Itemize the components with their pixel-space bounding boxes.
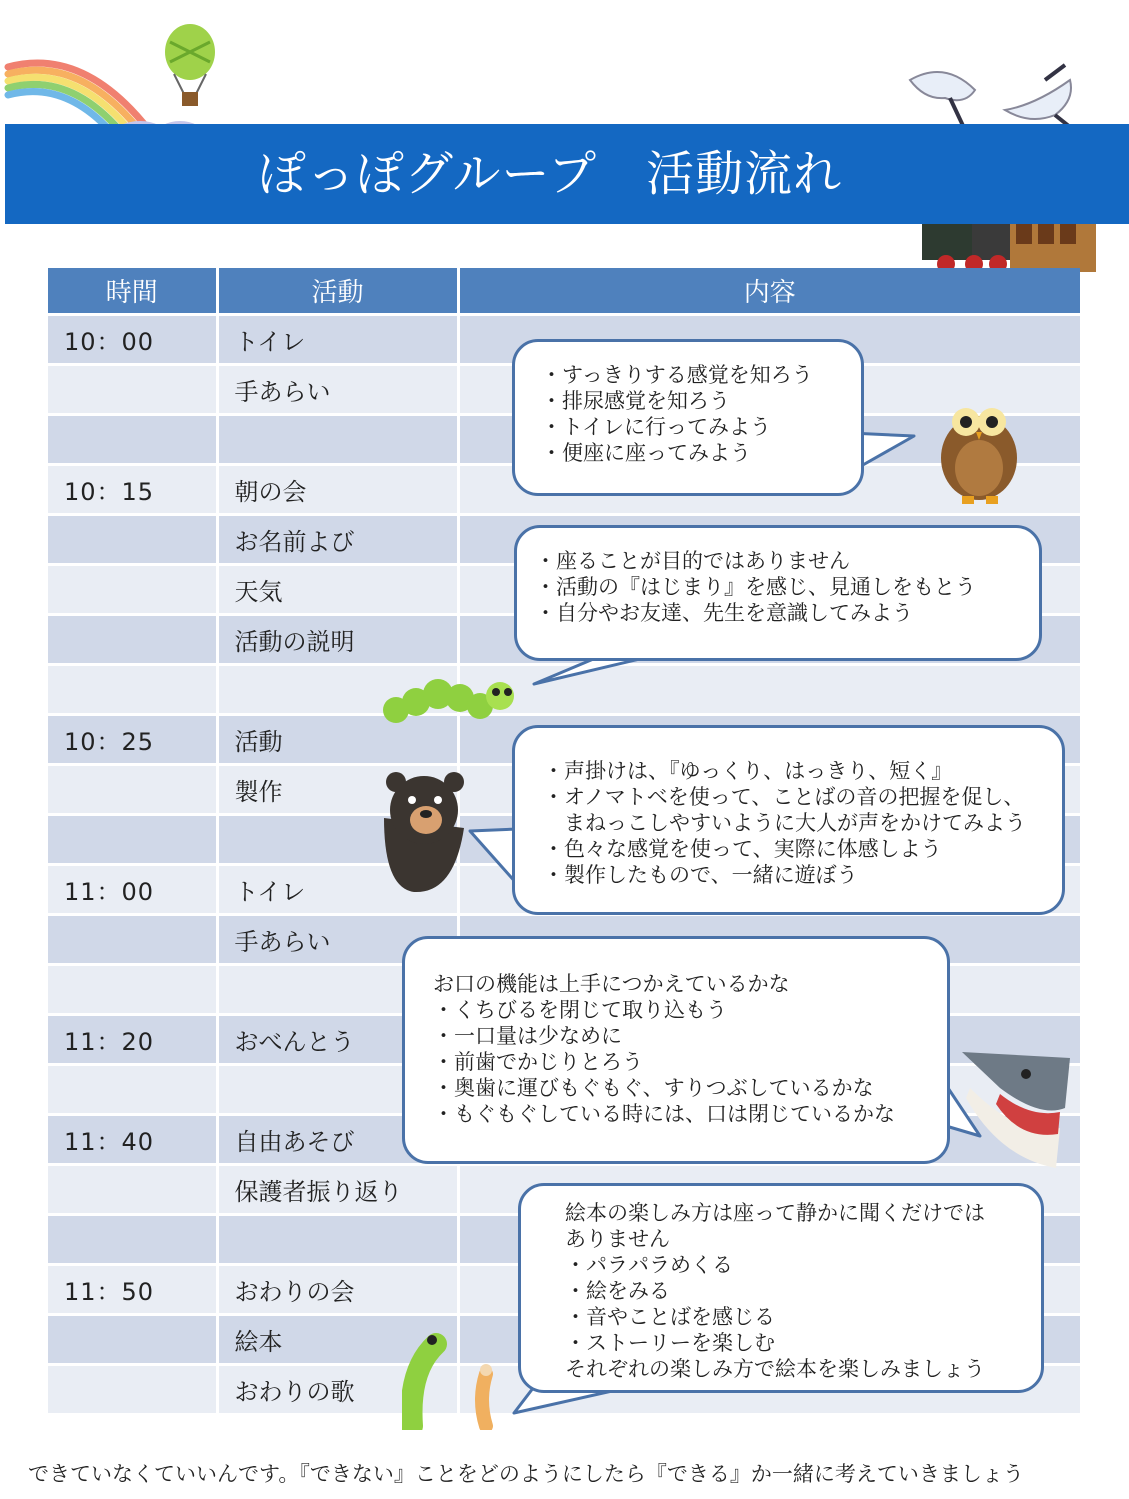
activity-cell: お名前よび [217, 515, 458, 565]
shark-illustration [960, 1048, 1075, 1173]
bubble-line: ・前歯でかじりとろう [433, 1050, 643, 1074]
time-cell [48, 815, 217, 865]
page-title: ぽっぽグループ 活動流れ [257, 146, 843, 202]
time-cell [48, 615, 217, 665]
hot-air-balloon-illustration [160, 22, 220, 110]
activity-cell: 朝の会 [217, 465, 458, 515]
bear-illustration [374, 768, 474, 896]
bubble-line: ・パラパラめくる [565, 1253, 733, 1277]
time-cell: 11：50 [48, 1265, 217, 1315]
bubble-line: それぞれの楽しみ方で絵本を楽しみましょう [565, 1357, 985, 1381]
time-cell: 10：00 [48, 315, 217, 365]
bubble-line: まねっこしやすいように大人が声をかけてみよう [543, 811, 1026, 835]
activity-cell: おべんとう [217, 1015, 458, 1065]
time-cell: 11：00 [48, 865, 217, 915]
time-cell: 11：20 [48, 1015, 217, 1065]
bubble-line: ・ストーリーを楽しむ [565, 1331, 775, 1355]
owl-illustration [932, 388, 1027, 508]
table-header-row [48, 268, 1080, 315]
bubble-line: ・もぐもぐしている時には、口は閉じているかな [433, 1102, 895, 1126]
speech-bubble-picture-book [518, 1183, 1044, 1393]
activity-cell: トイレ [217, 865, 458, 915]
activity-cell: 活動 [217, 715, 458, 765]
bubble-line: ・色々な感覚を使って、実際に体感しよう [543, 837, 942, 861]
speech-bubble-activity [512, 725, 1065, 915]
time-cell [48, 665, 217, 715]
bubble-line: ・一口量は少なめに [433, 1024, 622, 1048]
header-content: 内容 [458, 268, 1080, 315]
bubble-line: ・声掛けは、『ゆっくり、はっきり、短く』 [543, 759, 953, 783]
bubble-line: ・製作したもので、一緒に遊ぼう [543, 863, 858, 887]
time-cell [48, 365, 217, 415]
bubble-line: ・絵をみる [565, 1279, 670, 1303]
activity-cell [217, 415, 458, 465]
time-cell: 11：40 [48, 1115, 217, 1165]
bubble-line: ・座ることが目的ではありません [535, 549, 850, 573]
time-cell: 10：15 [48, 465, 217, 515]
activity-cell: 絵本 [217, 1315, 458, 1365]
speech-bubble-morning-meeting [514, 525, 1042, 661]
activity-cell [217, 1215, 458, 1265]
time-cell [48, 1315, 217, 1365]
bubble-line: ・音やことばを感じる [565, 1305, 775, 1329]
activity-cell: 保護者振り返り [217, 1165, 458, 1215]
time-cell [48, 915, 217, 965]
bubble-line: ・くちびるを閉じて取り込もう [433, 998, 727, 1022]
time-cell [48, 965, 217, 1015]
time-cell [48, 1365, 217, 1415]
activity-cell: おわりの歌 [217, 1365, 458, 1415]
bubble-line: ・すっきりする感覚を知ろう [541, 363, 813, 387]
bubble-line: ・奥歯に運びもぐもぐ、すりつぶしているかな [433, 1076, 874, 1100]
bubble-line: ・活動の『はじまり』を感じ、見通しをもとう [535, 575, 976, 599]
activity-cell: おわりの会 [217, 1265, 458, 1315]
bubble-line: ・便座に座ってみよう [541, 441, 751, 465]
activity-cell: 手あらい [217, 915, 458, 965]
bubble-line: ・オノマトベを使って、ことばの音の把握を促し、 [543, 785, 1025, 809]
header-time: 時間 [48, 268, 217, 315]
bubble-line: ・排尿感覚を知ろう [541, 389, 730, 413]
footer-note: できていなくていいんです。『できない』ことをどのようにしたら『できる』か一緒に考えていきましょう [28, 1462, 1024, 1486]
activity-cell: 活動の説明 [217, 615, 458, 665]
time-cell [48, 1065, 217, 1115]
time-cell: 10：25 [48, 715, 217, 765]
bubble-line: ・トイレに行ってみよう [541, 415, 771, 439]
caterpillar-illustration [378, 672, 523, 727]
time-cell [48, 565, 217, 615]
activity-cell: 製作 [217, 765, 458, 815]
bubble-line: ・自分やお友達、先生を意識してみよう [535, 601, 913, 625]
time-cell [48, 415, 217, 465]
time-cell [48, 515, 217, 565]
time-cell [48, 765, 217, 815]
activity-cell: 自由あそび [217, 1115, 458, 1165]
bubble-line: お口の機能は上手につかえているかな [433, 972, 790, 996]
bubble-line: 絵本の楽しみ方は座って静かに聞くだけでは [565, 1201, 985, 1225]
activity-cell: 天気 [217, 565, 458, 615]
header-activity: 活動 [217, 268, 458, 315]
time-cell [48, 1165, 217, 1215]
activity-cell: 手あらい [217, 365, 458, 415]
speech-bubble-lunch [402, 936, 950, 1164]
speech-bubble-toilet [512, 339, 864, 496]
bubble-line: ありません [565, 1227, 670, 1251]
time-cell [48, 1215, 217, 1265]
activity-cell: トイレ [217, 315, 458, 365]
worm-illustration [402, 1330, 510, 1430]
